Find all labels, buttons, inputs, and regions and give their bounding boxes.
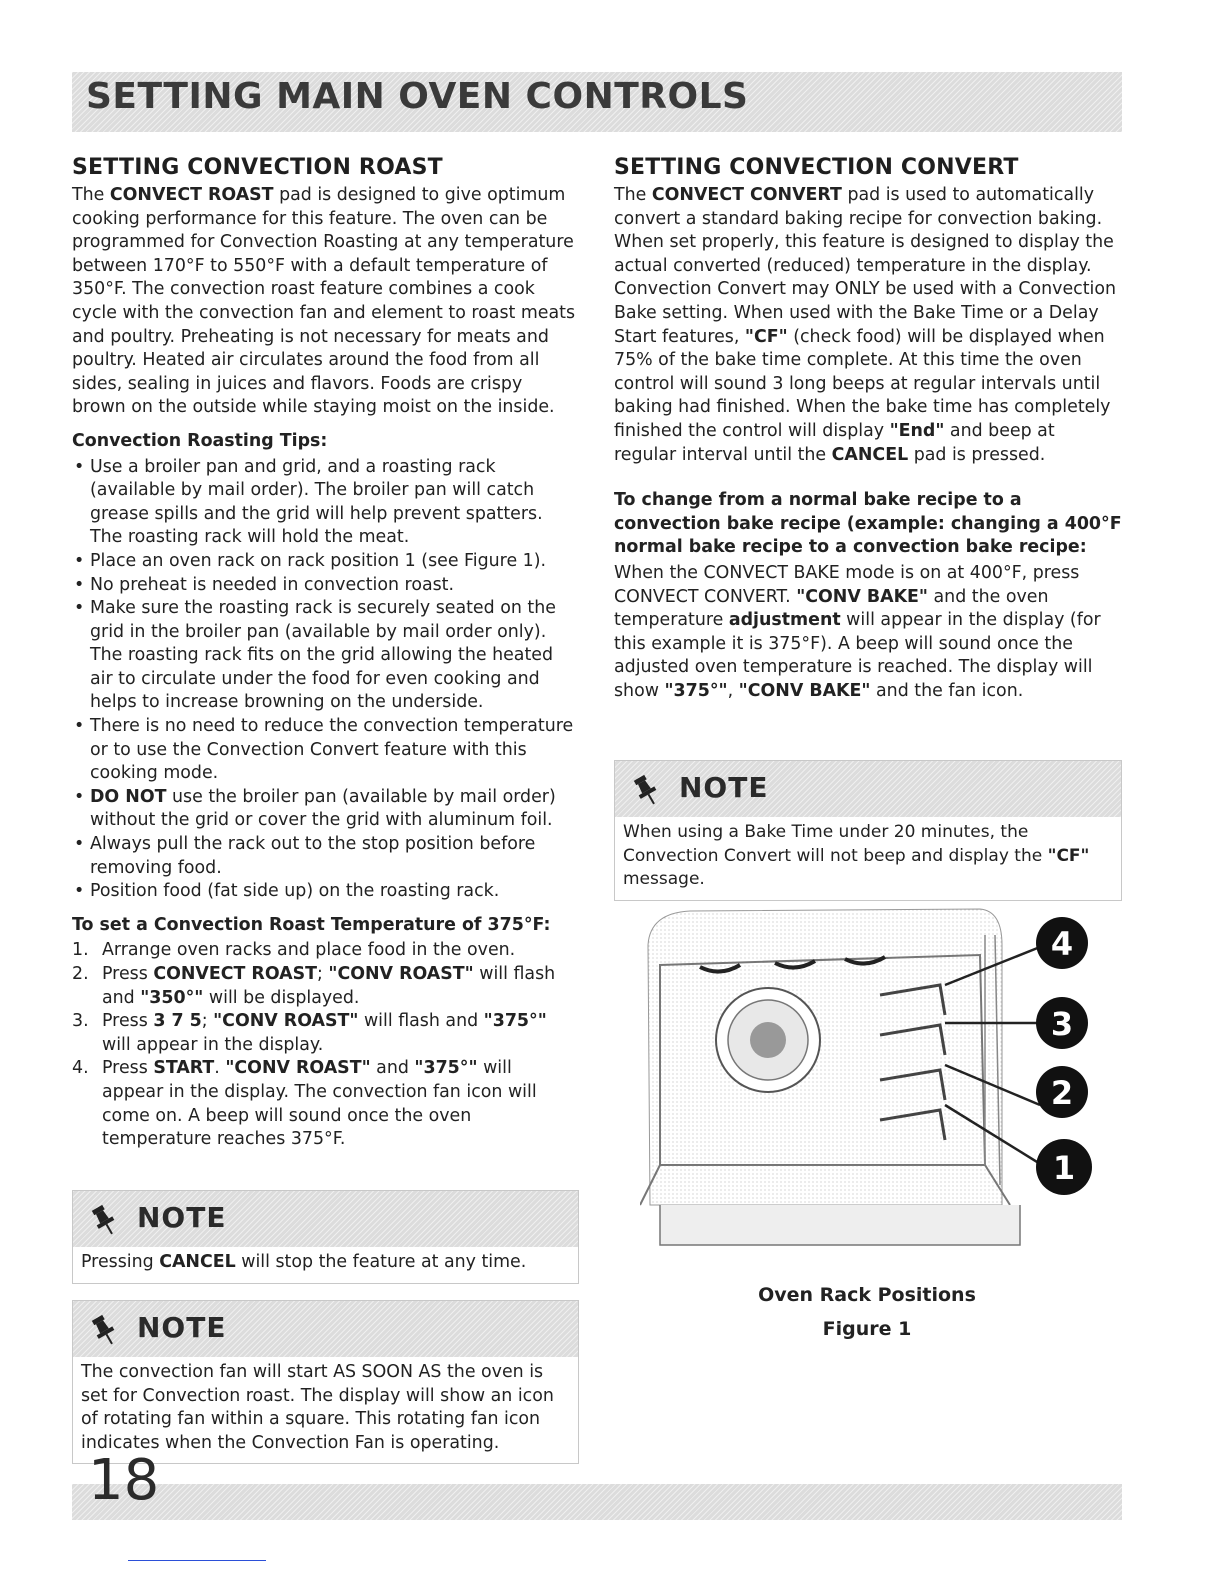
note-title: NOTE: [679, 771, 769, 804]
footer-band: [72, 1484, 1122, 1520]
list-item: • Use a broiler pan and grid, and a roasting rack (available by mail order). The broiler pan will catch grease spills and the grid will help prevent spatters. The roasting rack will hold the meat.: [72, 456, 577, 550]
svg-text:4: 4: [1050, 925, 1074, 963]
note-text: The convection fan will start AS SOON AS the oven is set for Convection roast. The display will show an icon of rotating fan within a square. This rotating fan icon indicates when the Convection Fan is operating.: [81, 1362, 554, 1453]
section-heading-convection-roast: SETTING CONVECTION ROAST: [72, 155, 443, 180]
list-item: 1. Arrange oven racks and place food in the oven.: [72, 940, 516, 961]
page-number: 18: [88, 1448, 160, 1513]
pushpin-icon: [87, 1203, 121, 1237]
page-title: SETTING MAIN OVEN CONTROLS: [86, 76, 749, 117]
right-column: [614, 155, 1122, 703]
example-text: When the CONVECT BAKE mode is on at 400°F, press CONVECT CONVERT. "CONV BAKE" and the oven temperature adjustment will appear in the display (for this example it is 375°F). A beep will sound once the adjusted oven temperature is reached. The display will show "375°", "CONV BAKE" and the fan icon.: [614, 562, 1101, 701]
header-band: [72, 72, 1122, 132]
oven-drawer: [660, 1205, 1020, 1245]
svg-text:1: 1: [1052, 1149, 1076, 1187]
list-item: • DO NOT use the broiler pan (available by mail order) without the grid or cover the grid with aluminum foil.: [72, 786, 577, 833]
rack-position-4-badge: [1036, 917, 1088, 969]
tips-heading: Convection Roasting Tips:: [72, 430, 328, 451]
steps-list: [72, 939, 577, 1151]
pushpin-icon: [629, 773, 663, 807]
svg-text:3: 3: [1050, 1005, 1074, 1043]
figure-caption-title: Oven Rack Positions: [758, 1284, 976, 1306]
list-item: • Make sure the roasting rack is securely seated on the grid in the broiler pan (available by mail order only). The roasting rack fits on the grid allowing the heated air to circulate under the food for even cooking and helps to increase browning on the underside.: [72, 597, 577, 715]
example-heading: To change from a normal bake recipe to a convection bake recipe (example: changing a 400°F normal bake recipe to a convection bake recipe:: [614, 490, 1122, 558]
note-header: [73, 1301, 578, 1357]
note-title: NOTE: [137, 1201, 227, 1234]
list-item: 3. Press 3 7 5; "CONV ROAST" will flash and "375°" will appear in the display.: [72, 1011, 547, 1055]
convection-roast-intro: The CONVECT ROAST pad is designed to give optimum cooking performance for this feature. The oven can be programmed for Convection Roasting at any temperature between 170°F to 550°F with a default temperature of 350°F. The convection roast feature combines a cook cycle with the convection fan and element to roast meats and poultry. Preheating is not necessary for meats and poultry. Heated air circulates around the food from all sides, sealing in juices and flavors. Foods are crispy brown on the outside while staying moist on the inside.: [72, 185, 576, 418]
list-item: 2. Press CONVECT ROAST; "CONV ROAST" will flash and "350°" will be displayed.: [72, 964, 556, 1008]
section-heading-convection-convert: SETTING CONVECTION CONVERT: [614, 155, 1019, 180]
svg-text:2: 2: [1050, 1074, 1074, 1112]
list-item: • Position food (fat side up) on the roasting rack.: [72, 880, 577, 904]
left-column: [72, 155, 577, 1152]
rack-position-3-badge: [1036, 997, 1088, 1049]
note-box-convection-fan: [72, 1300, 579, 1464]
oven-rack-positions-illustration: [640, 905, 1100, 1255]
steps-heading: To set a Convection Roast Temperature of 375°F:: [72, 914, 551, 935]
note-box-cancel: [72, 1190, 579, 1284]
footer-rule: [128, 1560, 266, 1561]
note-header: [73, 1191, 578, 1247]
convection-convert-intro: The CONVECT CONVERT pad is used to automatically convert a standard baking recipe for convection baking. When set properly, this feature is designed to display the actual converted (reduced) temperature in the display. Convection Convert may ONLY be used with a Convection Bake setting. When used with the Bake Time or a Delay Start features, "CF" (check food) will be displayed when 75% of the bake time complete. At this time the oven control will sound 3 long beeps at regular intervals until baking had finished. When the bake time has completely finished the control will display "End" and beep at regular interval until the CANCEL pad is pressed.: [614, 185, 1117, 465]
note-header: [615, 761, 1121, 817]
figure-label: Figure 1: [822, 1318, 912, 1340]
list-item: • Always pull the rack out to the stop position before removing food.: [72, 833, 577, 880]
oven-cavity: [648, 909, 1002, 1205]
list-item: • Place an oven rack on rack position 1 (see Figure 1).: [72, 550, 577, 574]
rack-position-1-badge: [1036, 1139, 1092, 1195]
list-item: 4. Press START. "CONV ROAST" and "375°" will appear in the display. The convection fan icon will come on. A beep will sound once the oven temperature reaches 375°F.: [72, 1058, 537, 1150]
figure-caption: [614, 1278, 1120, 1346]
tips-list: [72, 456, 577, 904]
rack-position-2-badge: [1036, 1066, 1088, 1118]
list-item: • No preheat is needed in convection roast.: [72, 574, 577, 598]
note-title: NOTE: [137, 1311, 227, 1344]
pushpin-icon: [87, 1313, 121, 1347]
note-text: When using a Bake Time under 20 minutes, the Convection Convert will not beep and display the "CF" message.: [623, 822, 1090, 890]
list-item: • There is no need to reduce the convection temperature or to use the Convection Convert feature with this cooking mode.: [72, 715, 577, 786]
note-text: Pressing CANCEL will stop the feature at any time.: [81, 1252, 527, 1272]
note-box-convert: [614, 760, 1122, 901]
